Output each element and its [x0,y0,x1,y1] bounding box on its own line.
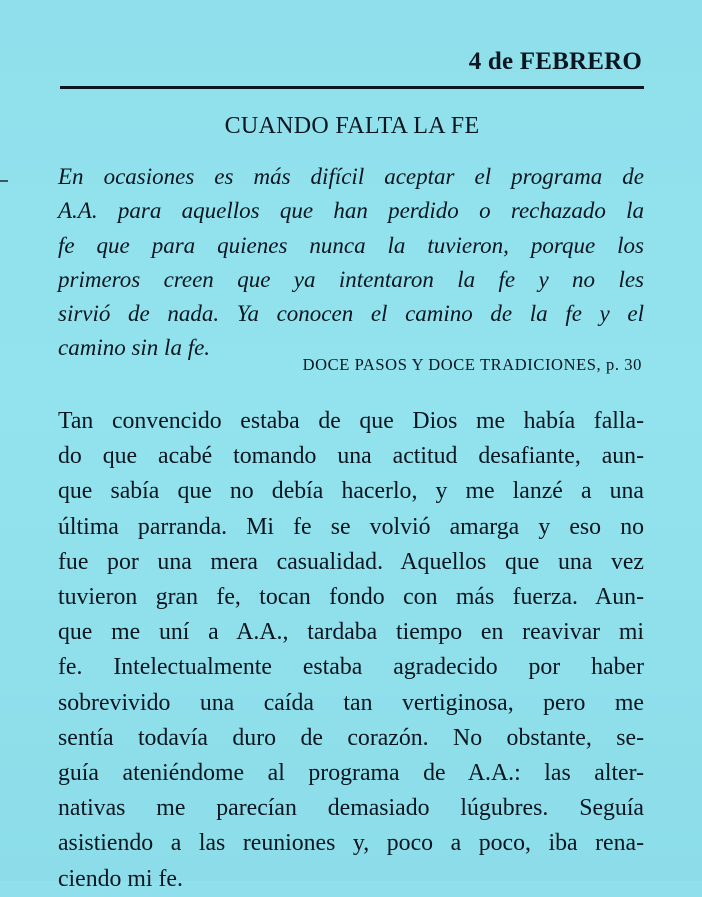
body-line: que sabía que no debía hacerlo, y me lanzé a una [58,478,644,505]
quote-line: camino sin la fe. [58,335,211,361]
quote-line: fe que para quienes nunca la tuvieron, porque los [58,232,644,258]
reading-title: CUANDO FALTA LA FE [224,113,480,139]
body-line: guía ateniéndome al programa de A.A.: las alter- [58,760,644,787]
body-line: fue por una mera casualidad. Aquellos que una vez [58,548,644,575]
quote-line: sirvió de nada. Ya conocen el camino de la fe y el [58,301,644,327]
body-line: Tan convencido estaba de que Dios me había falla- [58,408,644,434]
body-line: sobrevivido una caída tan vertiginosa, pero me [58,689,644,716]
page-edge-mark [0,180,8,182]
body-line: nativas me parecían demasiado lúgubres. Seguía [58,795,644,822]
body-line: tuvieron gran fe, tocan fondo con más fuerza. Aun- [58,584,644,611]
page-date-header: 4 de FEBRERO [468,48,642,75]
body-line: sentía todavía duro de corazón. No obstante, se- [58,724,644,751]
reading-quote [58,160,644,366]
body-line: ciendo mi fe. [58,865,183,892]
quote-line: En ocasiones es más difícil aceptar el programa de [58,164,644,189]
body-line: que me uní a A.A., tardaba tiempo en reavivar mi [58,619,644,646]
body-line: do que acabé tomando una actitud desafiante, aun- [58,443,644,470]
quote-source: DOCE PASOS Y DOCE TRADICIONES, p. 30 [302,355,642,374]
quote-line: A.A. para aquellos que han perdido o rechazado la [58,198,644,224]
reflection-text [58,404,644,897]
body-line: asistiendo a las reuniones y, poco a poco, iba rena- [58,830,644,857]
header-divider [60,86,644,89]
body-line: última parranda. Mi fe se volvió amarga y eso no [58,513,644,540]
quote-line: primeros creen que ya intentaron la fe y no les [58,266,644,292]
body-line: fe. Intelectualmente estaba agradecido por haber [58,654,644,681]
